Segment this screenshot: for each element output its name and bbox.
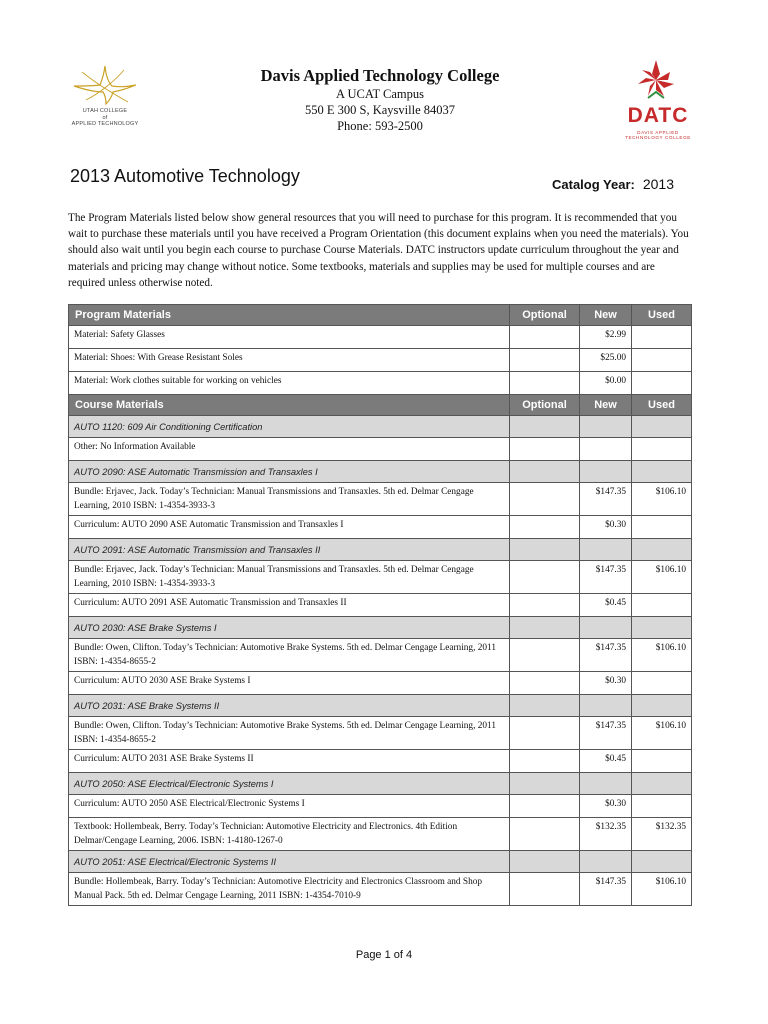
table-row (69, 818, 692, 851)
optional-value (510, 438, 580, 461)
used-price: $106.10 (632, 639, 692, 672)
item-description: Bundle: Owen, Clifton. Today’s Technician: Automotive Brake Systems. 5th ed. Delmar Cengage Learning, 2011 ISBN: 1-4354-8655-2 (69, 639, 510, 672)
new-price: $0.45 (580, 594, 632, 617)
new-price: $147.35 (580, 717, 632, 750)
used-price: $106.10 (632, 717, 692, 750)
table-row (69, 516, 692, 539)
used-price (632, 795, 692, 818)
section-blank-used (632, 461, 692, 483)
item-description: Other: No Information Available (69, 438, 510, 461)
section-blank-new (580, 617, 632, 639)
column-header-used: Used (632, 305, 692, 326)
optional-value (510, 561, 580, 594)
intro-paragraph: The Program Materials listed below show general resources that you will need to purchase for this program. It is recommended that you wait to purchase these materials until you have received a Program Orientation (this document explains when you need the materials). You should also wait until you begin each course to purchase Course Materials. DATC instructors update curriculum throughout the year and materials and pricing may change without notice. Some textbooks, materials and supplies may be used for multiple courses and are required unless otherwise noted. (68, 212, 689, 289)
table-row (69, 326, 692, 349)
course-section-header (69, 851, 692, 873)
optional-value (510, 594, 580, 617)
course-section-header (69, 617, 692, 639)
section-blank-used (632, 416, 692, 438)
new-price: $147.35 (580, 639, 632, 672)
materials-table (68, 304, 692, 906)
optional-value (510, 349, 580, 372)
item-description: Material: Safety Glasses (69, 326, 510, 349)
document-title: 2013 Automotive Technology (70, 166, 300, 186)
used-price: $106.10 (632, 561, 692, 594)
section-blank-new (580, 461, 632, 483)
new-price: $0.45 (580, 750, 632, 773)
course-title: AUTO 2031: ASE Brake Systems II (69, 695, 510, 717)
course-title: AUTO 2030: ASE Brake Systems I (69, 617, 510, 639)
new-price: $132.35 (580, 818, 632, 851)
used-price (632, 438, 692, 461)
column-header-new: New (580, 305, 632, 326)
section-blank-used (632, 851, 692, 873)
section-blank-used (632, 617, 692, 639)
section-blank-optional (510, 416, 580, 438)
section-blank-new (580, 695, 632, 717)
table-row (69, 717, 692, 750)
catalog-year-value: 2013 (642, 176, 675, 192)
section-blank-optional (510, 617, 580, 639)
course-title: AUTO 2090: ASE Automatic Transmission and Transaxles I (69, 461, 510, 483)
used-price (632, 326, 692, 349)
letterhead (220, 66, 540, 134)
new-price: $147.35 (580, 561, 632, 594)
section-blank-optional (510, 851, 580, 873)
section-blank-new (580, 416, 632, 438)
optional-value (510, 639, 580, 672)
section-blank-new (580, 539, 632, 561)
table-row (69, 639, 692, 672)
used-price (632, 349, 692, 372)
section-blank-new (580, 773, 632, 795)
program-materials-header (69, 305, 692, 326)
datc-sub-line-1: DAVIS APPLIED (637, 130, 679, 135)
optional-value (510, 372, 580, 395)
datc-logo (614, 58, 698, 144)
optional-value (510, 672, 580, 695)
section-blank-used (632, 695, 692, 717)
course-section-header (69, 539, 692, 561)
table-row (69, 795, 692, 818)
optional-value (510, 483, 580, 516)
new-price: $2.99 (580, 326, 632, 349)
item-description: Curriculum: AUTO 2050 ASE Electrical/Electronic Systems I (69, 795, 510, 818)
catalog-year-label: Catalog Year: (552, 177, 635, 192)
used-price (632, 372, 692, 395)
item-description: Bundle: Hollembeak, Barry. Today’s Technician: Automotive Electricity and Electronics Classroom and Shop Manual Pack. 5th ed. Delmar Cengage Learning, 2011 ISBN: 1-4354-7010-9 (69, 873, 510, 906)
new-price (580, 438, 632, 461)
page-number: Page 1 of 4 (355, 949, 413, 961)
table-row (69, 349, 692, 372)
table-row (69, 483, 692, 516)
item-description: Curriculum: AUTO 2030 ASE Brake Systems I (69, 672, 510, 695)
ucat-logo-line-2: of (102, 115, 108, 121)
phone-line: Phone: 593-2500 (337, 119, 423, 133)
ucat-logo-line-3: APPLIED TECHNOLOGY (71, 121, 139, 127)
course-section-header (69, 695, 692, 717)
section-blank-new (580, 851, 632, 873)
item-description: Bundle: Owen, Clifton. Today’s Technician: Automotive Brake Systems. 5th ed. Delmar Cengage Learning, 2011 ISBN: 1-4354-8655-2 (69, 717, 510, 750)
column-header-optional: Optional (510, 305, 580, 326)
column-header-used: Used (632, 395, 692, 416)
optional-value (510, 873, 580, 906)
column-header-new: New (580, 395, 632, 416)
table-row (69, 750, 692, 773)
column-header-item: Course Materials (69, 395, 510, 416)
item-description: Curriculum: AUTO 2090 ASE Automatic Transmission and Transaxles I (69, 516, 510, 539)
optional-value (510, 326, 580, 349)
item-description: Material: Work clothes suitable for working on vehicles (69, 372, 510, 395)
item-description: Material: Shoes: With Grease Resistant Soles (69, 349, 510, 372)
ucat-logo-line-1: UTAH COLLEGE (82, 108, 128, 114)
table-row (69, 873, 692, 906)
ucat-logo (62, 62, 148, 132)
optional-value (510, 750, 580, 773)
table-row (69, 372, 692, 395)
course-title: AUTO 2051: ASE Electrical/Electronic Systems II (69, 851, 510, 873)
course-title: AUTO 2050: ASE Electrical/Electronic Systems I (69, 773, 510, 795)
course-materials-header (69, 395, 692, 416)
ucat-star-icon (62, 62, 148, 106)
new-price: $147.35 (580, 483, 632, 516)
course-section-header (69, 461, 692, 483)
datc-wordmark: DATC (627, 104, 689, 127)
table-row (69, 672, 692, 695)
used-price: $132.35 (632, 818, 692, 851)
course-title: AUTO 2091: ASE Automatic Transmission and Transaxles II (69, 539, 510, 561)
section-blank-used (632, 539, 692, 561)
item-description: Bundle: Erjavec, Jack. Today’s Technician: Manual Transmissions and Transaxles. 5th ed. Delmar Cengage Learning, 2010 ISBN: 1-4354-3933-3 (69, 561, 510, 594)
section-blank-optional (510, 539, 580, 561)
section-blank-optional (510, 695, 580, 717)
section-blank-used (632, 773, 692, 795)
address-line: 550 E 300 S, Kaysville 84037 (305, 103, 455, 117)
datc-star-icon (614, 58, 698, 104)
new-price: $0.30 (580, 795, 632, 818)
column-header-item: Program Materials (69, 305, 510, 326)
new-price: $0.30 (580, 516, 632, 539)
used-price (632, 594, 692, 617)
institution-name: Davis Applied Technology College (260, 66, 500, 85)
section-blank-optional (510, 773, 580, 795)
item-description: Bundle: Erjavec, Jack. Today’s Technician: Manual Transmissions and Transaxles. 5th ed. Delmar Cengage Learning, 2010 ISBN: 1-4354-3933-3 (69, 483, 510, 516)
table-row (69, 594, 692, 617)
new-price: $147.35 (580, 873, 632, 906)
new-price: $0.00 (580, 372, 632, 395)
column-header-optional: Optional (510, 395, 580, 416)
catalog-year (552, 176, 674, 192)
optional-value (510, 795, 580, 818)
section-blank-optional (510, 461, 580, 483)
used-price: $106.10 (632, 483, 692, 516)
new-price: $0.30 (580, 672, 632, 695)
course-section-header (69, 416, 692, 438)
optional-value (510, 717, 580, 750)
course-section-header (69, 773, 692, 795)
campus-line: A UCAT Campus (336, 87, 424, 101)
used-price: $106.10 (632, 873, 692, 906)
optional-value (510, 818, 580, 851)
used-price (632, 516, 692, 539)
item-description: Curriculum: AUTO 2031 ASE Brake Systems II (69, 750, 510, 773)
course-title: AUTO 1120: 609 Air Conditioning Certification (69, 416, 510, 438)
table-row (69, 561, 692, 594)
new-price: $25.00 (580, 349, 632, 372)
table-row (69, 438, 692, 461)
item-description: Textbook: Hollembeak, Berry. Today’s Technician: Automotive Electricity and Electronics. 4th Edition Delmar/Cengage Learning, 2006. ISBN: 1-4180-1267-0 (69, 818, 510, 851)
used-price (632, 750, 692, 773)
datc-sub-line-2: TECHNOLOGY COLLEGE (625, 135, 691, 140)
used-price (632, 672, 692, 695)
item-description: Curriculum: AUTO 2091 ASE Automatic Transmission and Transaxles II (69, 594, 510, 617)
optional-value (510, 516, 580, 539)
